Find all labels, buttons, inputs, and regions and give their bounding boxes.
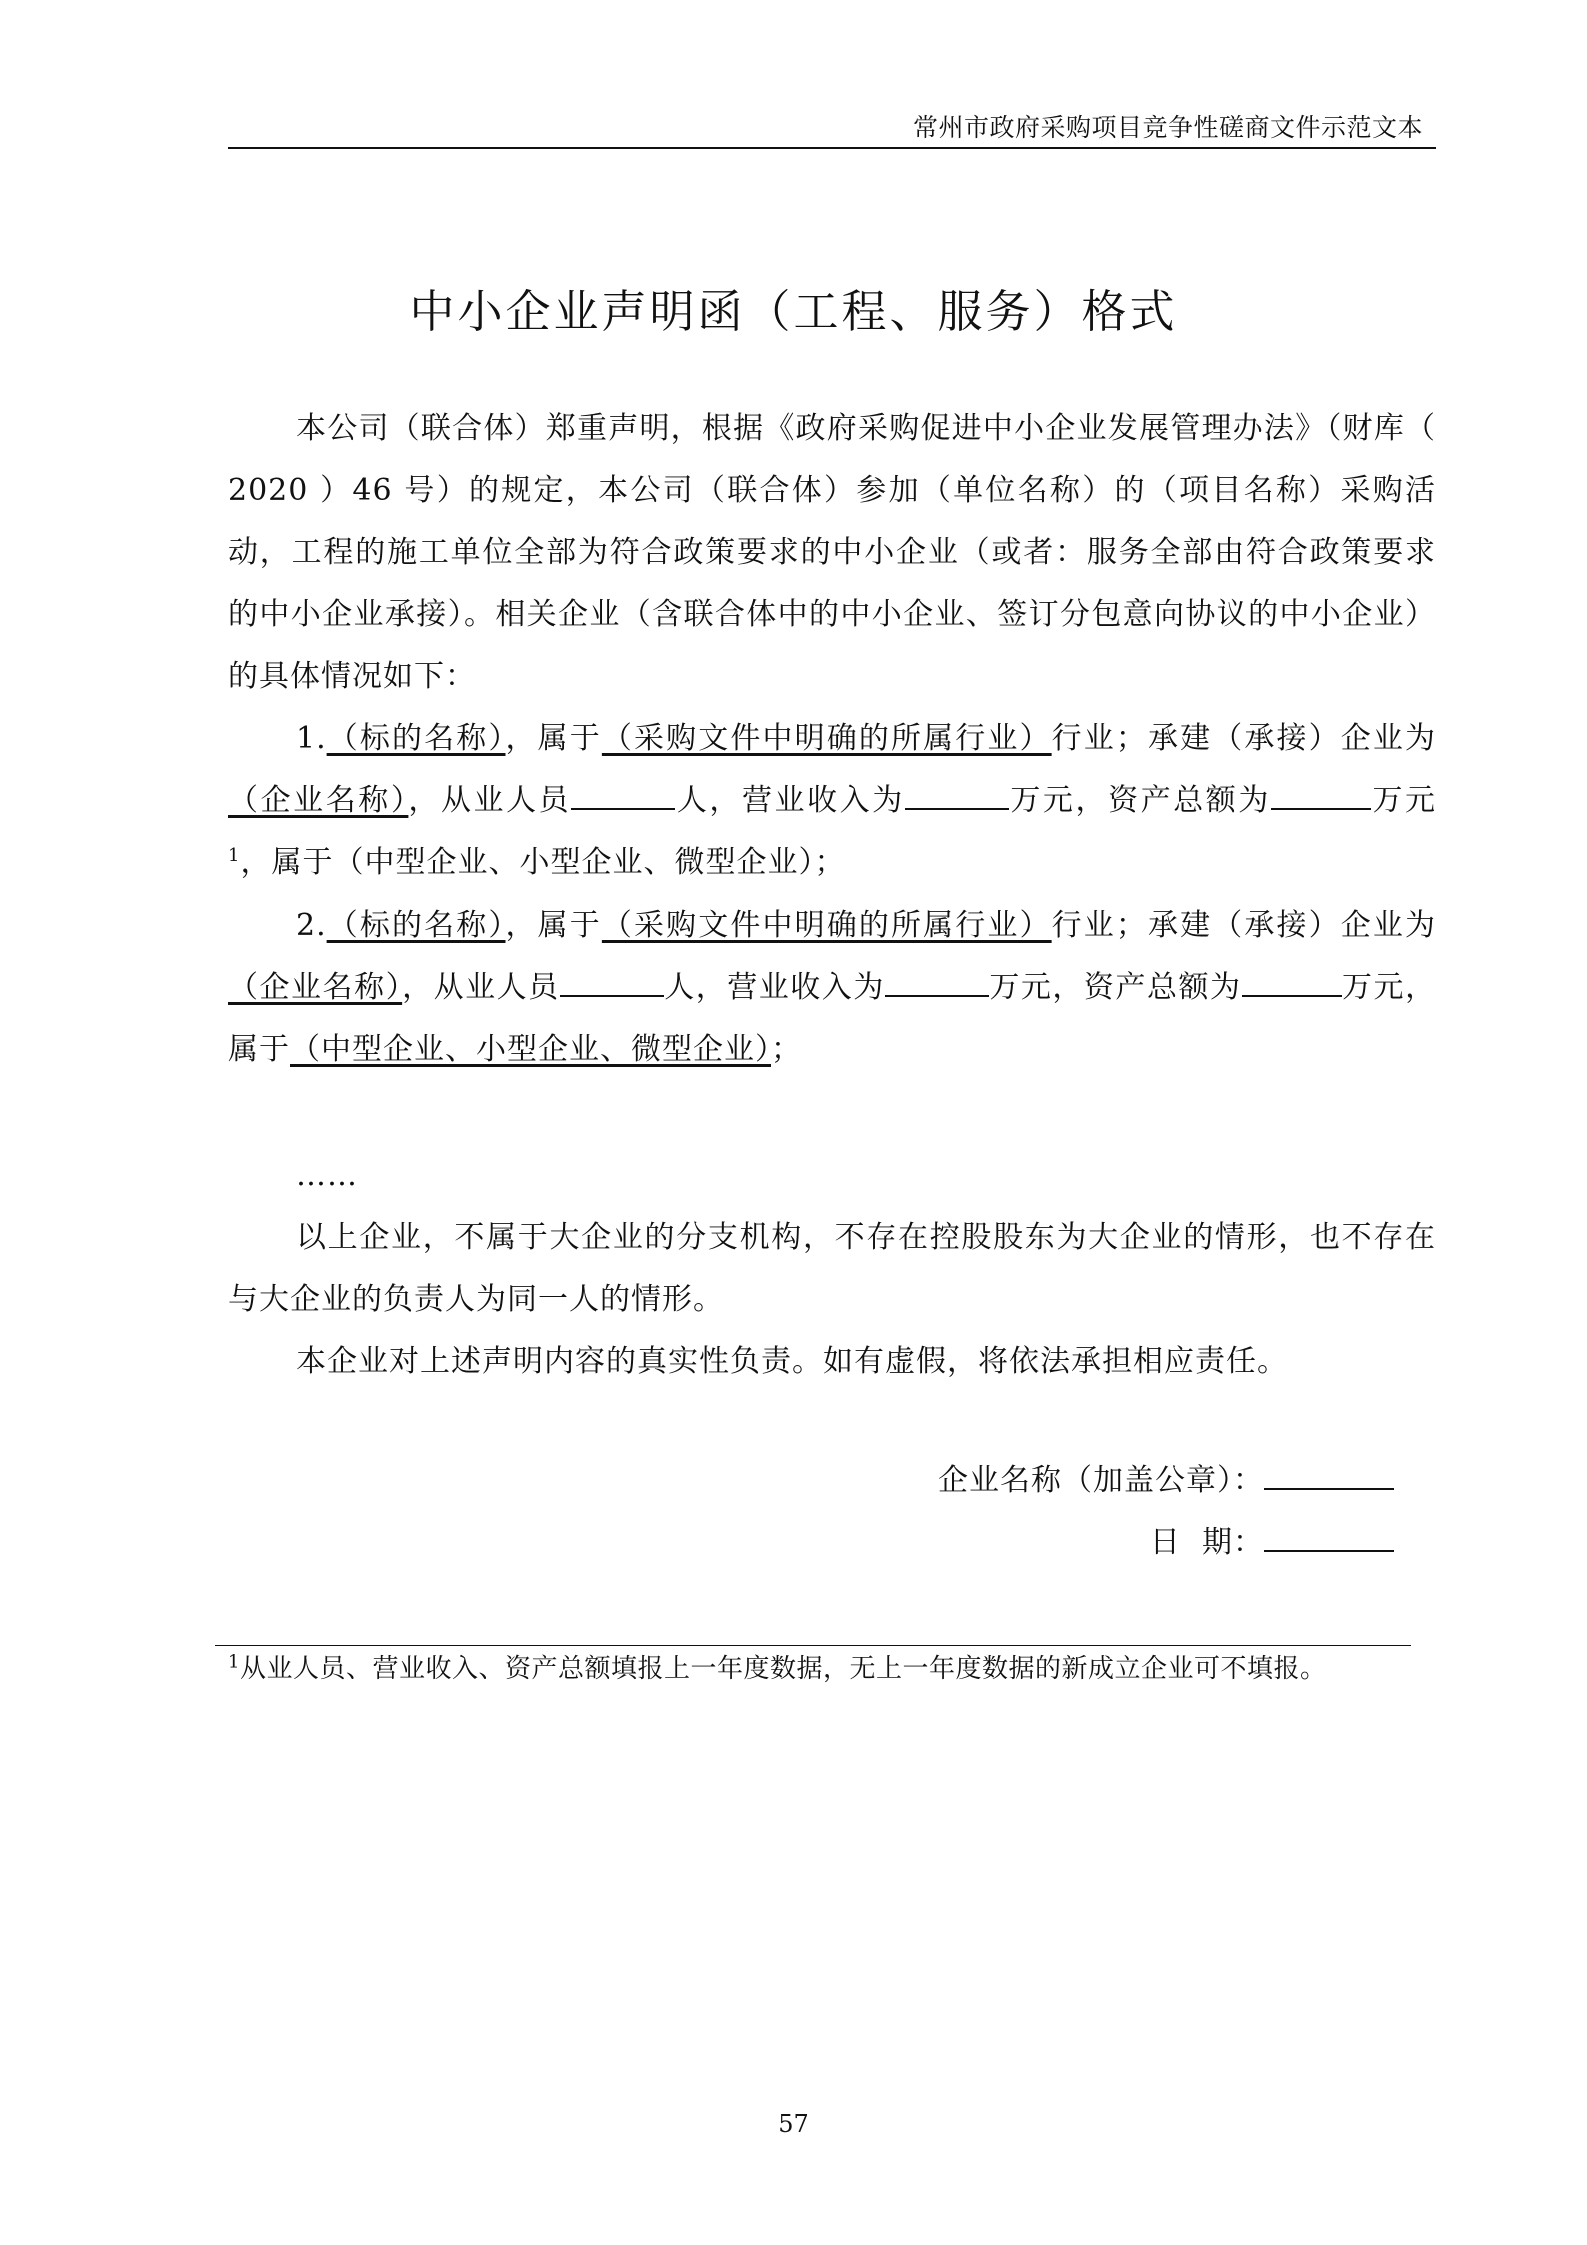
text-staff-unit: 人，营业收入为 — [675, 783, 905, 818]
intro-paragraph: 本公司（联合体）郑重声明，根据《政府采购促进中小企业发展管理办法》（财库（ 2020 ）46 号）的规定，本公司（联合体）参加（单位名称）的（项目名称）采购活动，工程的施工单位全部为符合政策要求的中小企业（或者：服务全部由符合政策要求的中小企业承接）。相关企业（含联合体中的中小企业、签订分包意向协议的中小企业）的具体情况如下： — [228, 411, 1436, 694]
item-2-paragraph — [228, 895, 1436, 1081]
text-industry-suffix: 行业；承建（承接）企业为 — [1051, 908, 1436, 943]
footnote — [228, 1648, 1326, 1685]
text-end: ； — [771, 1032, 802, 1067]
text-revenue-unit: 万元，资产总额为 — [988, 970, 1242, 1005]
text-belongs: ，属于 — [505, 721, 602, 756]
company-field: （企业名称） — [228, 970, 403, 1005]
intro-block — [228, 398, 1436, 708]
header-divider — [228, 147, 1436, 149]
item-number: 1. — [296, 721, 327, 756]
text-industry-suffix: 行业；承建（承接）企业为 — [1051, 721, 1436, 756]
staff-blank — [560, 969, 664, 997]
ellipsis-block — [228, 1145, 1436, 1207]
text-assets-unit: 万元 — [1370, 783, 1437, 818]
date-row — [1150, 1517, 1394, 1561]
subject-field: （标的名称） — [326, 721, 506, 756]
statement-block-1 — [228, 1207, 1436, 1331]
text-scale-prefix: ，属于 — [240, 845, 334, 880]
assets-blank — [1271, 782, 1371, 810]
footnote-marker: 1 — [228, 1651, 240, 1673]
page-title: 中小企业声明函（工程、服务）格式 — [409, 285, 1178, 338]
statement-1: 以上企业，不属于大企业的分支机构，不存在控股股东为大企业的情形，也不存在与大企业的负责人为同一人的情形。 — [228, 1220, 1436, 1317]
company-name-blank — [1264, 1462, 1394, 1490]
text-staff-label: ，从业人员 — [408, 783, 572, 818]
footnote-divider — [215, 1645, 1411, 1646]
staff-blank — [571, 782, 675, 810]
company-field: （企业名称） — [228, 783, 409, 818]
text-belongs: ，属于 — [505, 908, 602, 943]
industry-field: （采购文件中明确的所属行业） — [601, 908, 1052, 943]
item-1-paragraph — [228, 708, 1436, 894]
text-revenue-unit: 万元，资产总额为 — [1008, 783, 1271, 818]
item-1 — [228, 708, 1436, 894]
footnote-text: 从业人员、营业收入、资产总额填报上一年度数据，无上一年度数据的新成立企业可不填报。 — [239, 1654, 1327, 1684]
company-name-label: 企业名称（加盖公章）： — [938, 1463, 1264, 1498]
running-header: 常州市政府采购项目竞争性磋商文件示范文本 — [912, 113, 1423, 142]
text-staff-label: ，从业人员 — [402, 970, 560, 1005]
item-2 — [228, 895, 1436, 1081]
text-end: ； — [814, 845, 846, 880]
industry-field: （采购文件中明确的所属行业） — [601, 721, 1052, 756]
text-assets-unit: 万元 — [1341, 970, 1406, 1005]
subject-field: （标的名称） — [326, 908, 506, 943]
revenue-blank — [885, 969, 989, 997]
statement-block-2 — [228, 1331, 1436, 1393]
scale-field: （中型企业、小型企业、微型企业） — [333, 845, 815, 880]
revenue-blank — [905, 782, 1009, 810]
ellipsis: …… — [296, 1158, 358, 1193]
company-signature-row — [938, 1455, 1394, 1499]
page-number: 57 — [778, 2110, 809, 2138]
assets-blank — [1242, 969, 1342, 997]
text-staff-unit: 人，营业收入为 — [663, 970, 885, 1005]
statement-2: 本企业对上述声明内容的真实性负责。如有虚假，将依法承担相应责任。 — [296, 1344, 1288, 1379]
date-label: 日 期： — [1149, 1525, 1264, 1560]
text-scale-prefix: ，属于 — [228, 970, 1437, 1067]
footnote-ref: 1 — [228, 845, 241, 866]
item-number: 2. — [296, 908, 327, 943]
scale-field: （中型企业、小型企业、微型企业） — [290, 1032, 771, 1067]
date-blank — [1264, 1524, 1394, 1552]
